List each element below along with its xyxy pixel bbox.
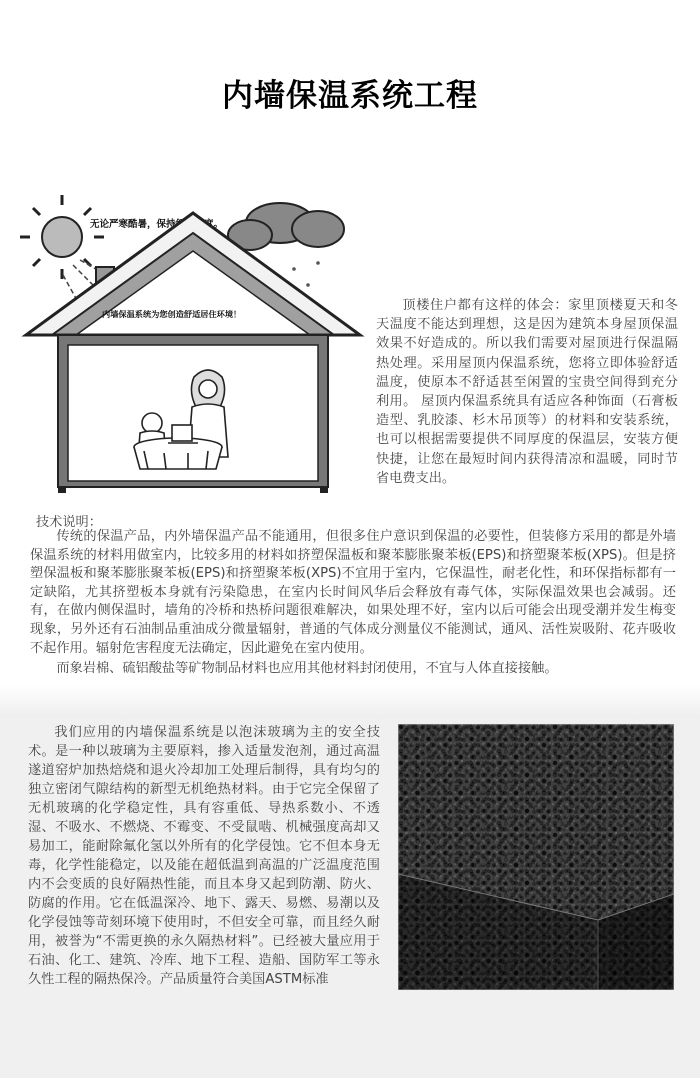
intro-paragraph: 顶楼住户都有这样的体会：家里顶楼夏天和冬天温度不能达到理想，这是因为建筑本身屋顶保温效果不好造成的。所以我们需要对屋顶进行保温隔热处理。采用屋顶内保温系统，您将立即体验舒适温度，使原本不舒适甚至闲置的宝贵空间得到充分利用。 屋顶内保温系统具有适应各种饰面（石膏板造型、乳胶漆、杉木吊顶等）的材料和安装系统，也可以根据需要提供不同厚度的保温层，安装方便快捷，让您在最短时间内获得清凉和温暖，同时节省电费支出。 <box>376 298 678 486</box>
technical-paragraph-2: 而象岩棉、硫铝酸盐等矿物制品材料也应用其他材料封闭使用，不宜与人体直接接触。 <box>56 661 558 676</box>
house-illustration <box>18 185 368 495</box>
slogan-roof: 内墙保温系统为您创造舒适居住环境！ <box>102 309 242 319</box>
foam-glass-paragraph: 我们应用的内墙保温系统是以泡沫玻璃为主的安全技术。是一种以玻璃为主要原料，掺入适量发泡剂，通过高温遂道窑炉加热焙烧和退火冷却加工处理后制得，具有均匀的独立密闭气隙结构的新型无机绝热材料。由于它完全保留了无机玻璃的化学稳定性，具有容重低、导热系数小、不透湿、不吸水、不燃烧、不霉变、不受鼠啮、机械强度高却又易加工，能耐除氟化氢以外所有的化学侵蚀。它不但本身无毒，化学性能稳定，以及能在超低温到高温的广泛温度范围内不会变质的良好隔热性能，而且本身又起到防潮、防火、防腐的作用。它在低温深冷、地下、露天、易燃、易潮以及化学侵蚀等苛刻环境下使用时，不但安全可靠，而且经久耐用，被誉为“不需更换的永久隔热材料”。已经被大量应用于石油、化工、建筑、冷库、地下工程、造船、国防军工等永久性工程的隔热保冷。产品质量符合美国ASTM标准 <box>28 725 380 987</box>
page-title: 内墙保温系统工程 <box>222 78 478 114</box>
section-divider-band <box>0 684 700 718</box>
technical-label: 技术说明： <box>36 515 102 530</box>
foam-glass-block-icon <box>398 724 674 990</box>
technical-paragraph-1: 传统的保温产品，内外墙保温产品不能通用，但很多住户意识到保温的必要性，但装修方采用的都是外墙保温系统的材料用做室内，比较多用的材料如挤塑保温板和聚苯膨胀聚苯板(EPS)和挤塑聚苯板(XPS)。但是挤塑保温板和聚苯膨胀聚苯板(EPS)和挤塑聚苯板(XPS)不宜用于室内，它保温性，耐老化性，和环保指标都有一定缺陷，尤其挤塑板本身就有污染隐患，在室内长时间风华后会释放有毒气体，实际保温效果也会减弱。还有，在做内侧保温时，墙角的冷桥和热桥问题很难解决，如果处理不好，室内以后可能会出现受潮并发生梅变现象，另外还有石油制品重油成分微量辐射，普通的气体成分测量仪不能测试，通风、活性炭吸附、花卉吸收不起作用。辐射危害程度无法确定，因此避免在室内使用。 <box>30 529 676 656</box>
slogan-top: 无论严寒酷暑，保持舒适温度。 <box>90 219 224 230</box>
sun-icon <box>20 195 104 279</box>
cloud-icon <box>228 203 344 250</box>
